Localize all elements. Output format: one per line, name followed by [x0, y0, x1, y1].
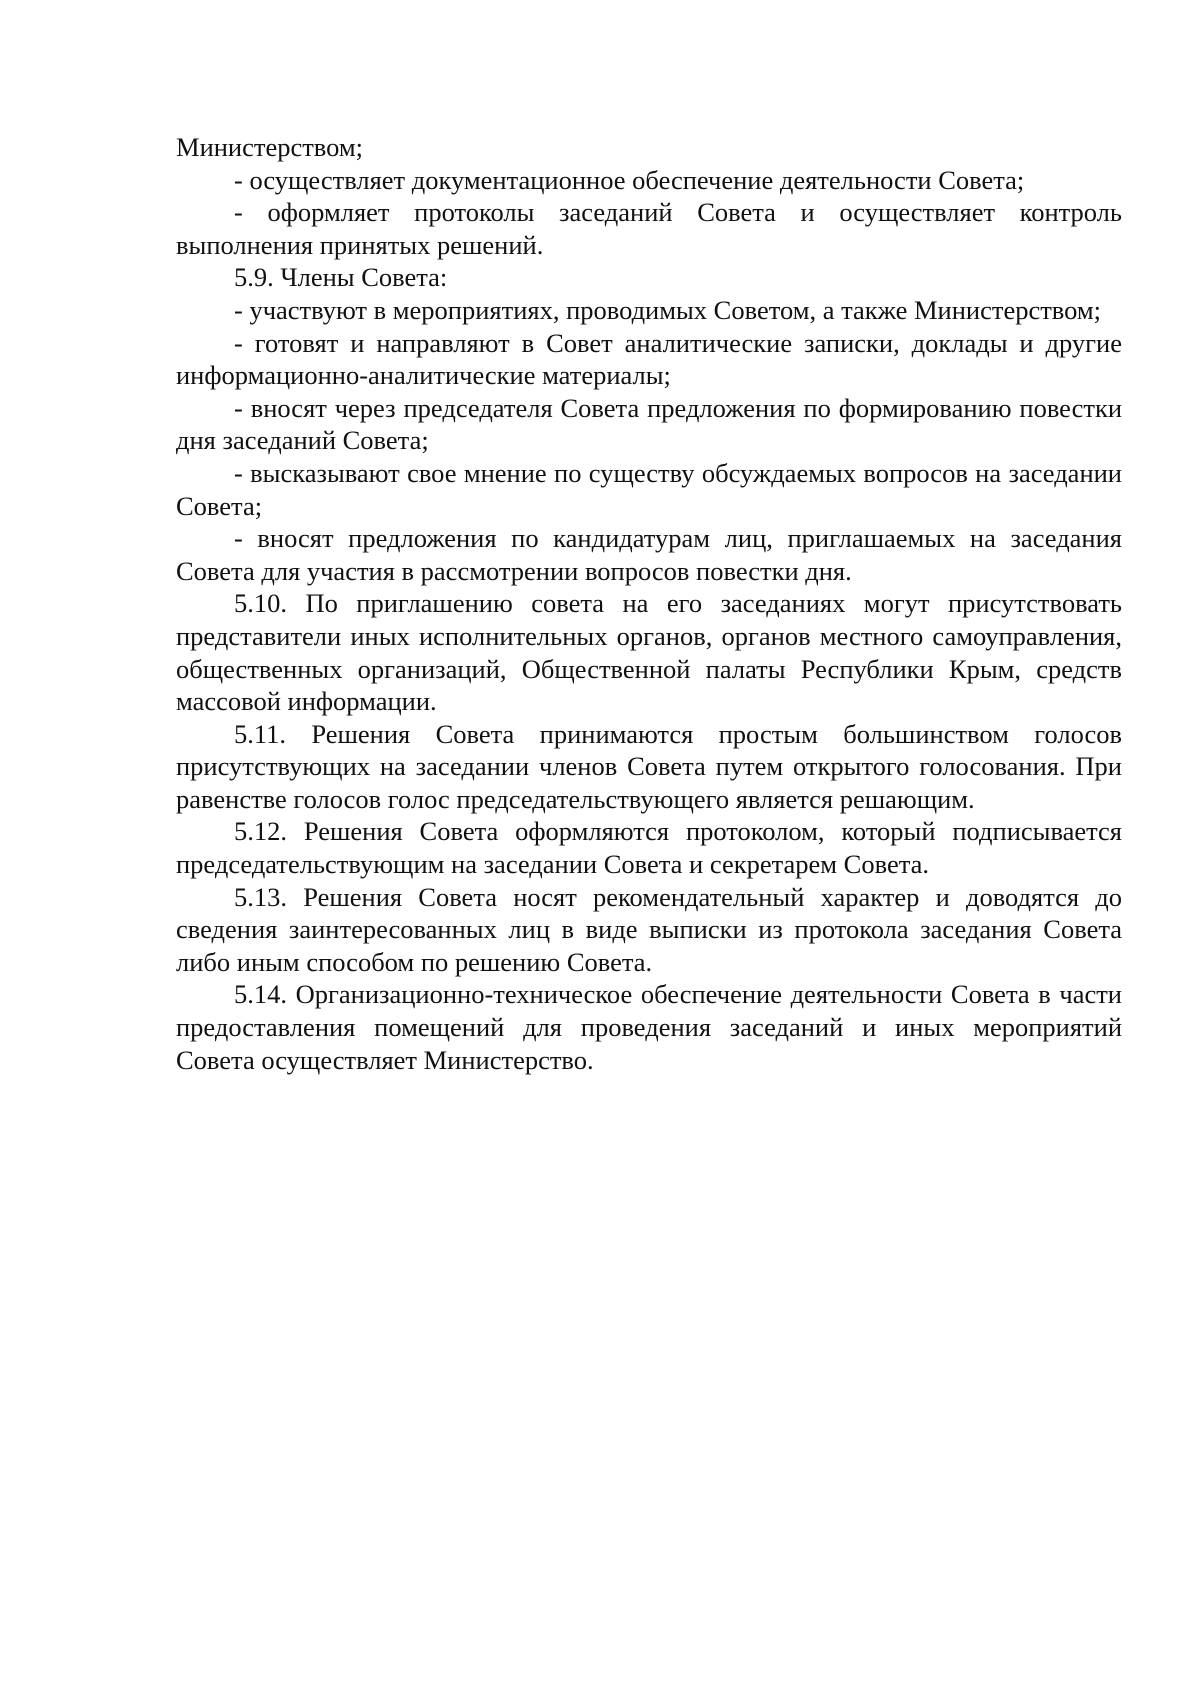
paragraph-members-agenda: - вносят через председателя Совета предложения по формированию повестки дня заседаний Совета; — [176, 392, 1122, 456]
paragraph-5-10: 5.10. По приглашению совета на его заседаниях могут присутствовать представители иных исполнительных органов, органов местного самоуправления, общественных организаций, Общественной палаты Республики Крым, средств массовой информации. — [176, 588, 1122, 717]
paragraph-secretary-duty-protocols: - оформляет протоколы заседаний Совета и осуществляет контроль выполнения принятых решений. — [176, 197, 1122, 260]
paragraph-5-9-heading: 5.9. Члены Совета: — [234, 262, 448, 293]
paragraph-members-candidates: - вносят предложения по кандидатурам лиц, приглашаемых на заседания Совета для участия в рассмотрении вопросов повестки дня. — [176, 523, 1122, 586]
document-body — [176, 131, 1122, 1076]
paragraph-members-prepare: - готовят и направляют в Совет аналитические записки, доклады и другие информационно-аналитические материалы; — [176, 327, 1122, 391]
paragraph-members-opinion: - высказывают свое мнение по существу обсуждаемых вопросов на заседании Совета; — [176, 457, 1122, 521]
paragraph-secretary-duty-docs: - осуществляет документационное обеспечение деятельности Совета; — [234, 164, 1025, 195]
paragraph-5-12: 5.12. Решения Совета оформляются протоколом, который подписывается председательствующим на заседании Совета и секретарем Совета. — [176, 816, 1122, 880]
paragraph-5-14: 5.14. Организационно-техническое обеспечение деятельности Совета в части предоставления помещений для проведения заседаний и иных мероприятий Совета осуществляет Министерство. — [176, 979, 1122, 1075]
paragraph-continuation: Министерством; — [176, 132, 364, 162]
paragraph-5-13: 5.13. Решения Совета носят рекомендательный характер и доводятся до сведения заинтересованных лиц в виде выписки из протокола заседания Совета либо иным способом по решению Совета. — [176, 881, 1122, 977]
paragraph-5-11: 5.11. Решения Совета принимаются простым большинством голосов присутствующих на заседании членов Совета путем открытого голосования. При равенстве голосов голос председательствующего является решающим. — [176, 718, 1122, 814]
paragraph-members-participate: - участвуют в мероприятиях, проводимых Советом, а также Министерством; — [234, 294, 1102, 325]
